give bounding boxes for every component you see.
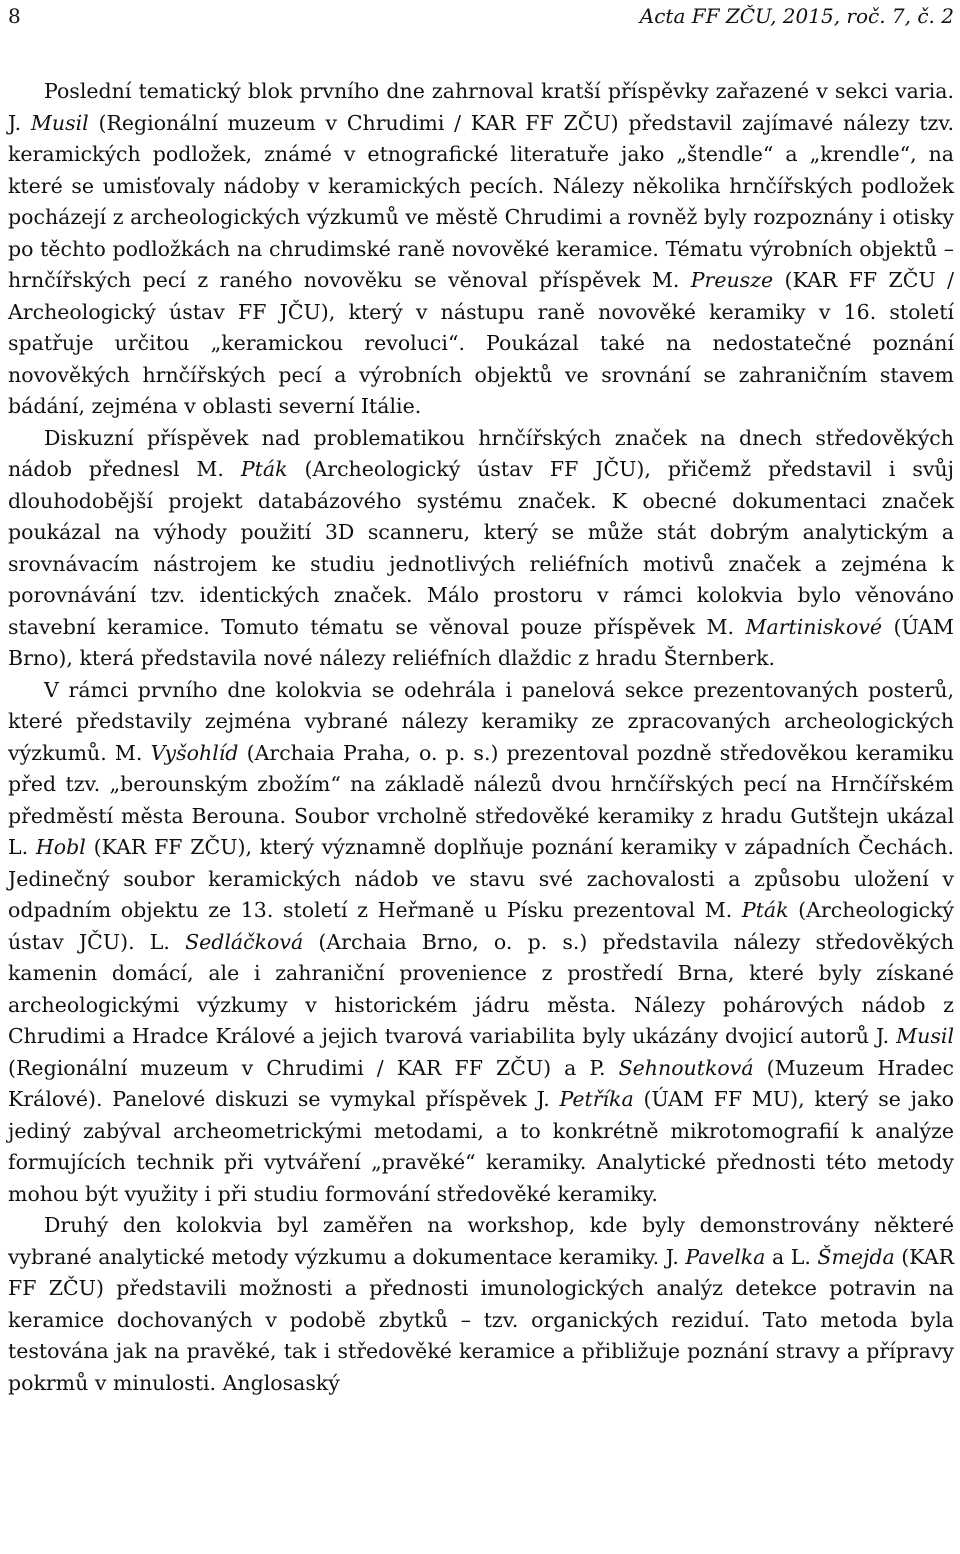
author-name: Preusze xyxy=(690,268,774,292)
text-run: (Regionální muzeum v Chrudimi / KAR FF ZČU) představil zajímavé nálezy tzv. keramických podložek, známé v etnografické literatuře jako „štendle“ a „krendle“, na které se umisťovaly nádoby v keramických pecích. Nálezy několika hrnčířských podložek pocházejí z archeologických výzkumů ve městě Chrudimi a rovněž byly rozpoznány i otisky po těchto podložkách na chrudimské raně novověké keramice. Tématu výrobních objektů – hrnčířských pecí z raného novověku se věnoval příspěvek M. xyxy=(8,110,954,292)
text-run: V rámci prvního dne kolokvia se odehrála i panelová sekce prezentovaných posterů, které představily zejména vybrané nálezy keramiky ze zpracovaných archeologických výzkumů. M. xyxy=(8,677,954,765)
author-name: Martiniskové xyxy=(745,614,883,639)
text-run: a L. xyxy=(765,1244,818,1269)
author-name: Hobl xyxy=(35,835,86,859)
author-name: Sehnoutková xyxy=(618,1055,754,1080)
text-run: Druhý den kolokvia byl zaměřen na workshop, kde byly demonstrovány některé vybrané analytické metody výzkumu a dokumentace keramiky. J. xyxy=(8,1213,954,1269)
text-run: Poslední tematický blok prvního dne zahrnoval kratší příspěvky zařazené v sekci varia. J. xyxy=(8,79,954,135)
paragraph xyxy=(8,423,954,675)
text-run: (ÚAM Brno), která představila nové nálezy reliéfních dlaždic z hradu Šternberk. xyxy=(8,614,954,670)
author-name: Šmejda xyxy=(817,1244,895,1269)
author-name: Musil xyxy=(896,1024,954,1048)
text-run: (Archeologický ústav JČU). L. xyxy=(8,898,954,954)
article-body xyxy=(8,76,954,1399)
text-run: (Archaia Brno, o. p. s.) představila nálezy středověkých kamenin domácí, ale i zahraniční provenience z prostředí Brna, které byly získané archeologickými výzkumy v historickém jádru města. Nálezy pohárových nádob z Chrudimi a Hradce Králové a jejich tvarová variabilita byly ukázány dvojicí autorů J. xyxy=(8,929,955,1048)
author-name: Pták xyxy=(741,898,789,922)
author-name: Petříka xyxy=(559,1087,634,1111)
author-name: Sedláčková xyxy=(185,929,304,954)
text-run: Diskuzní příspěvek nad problematikou hrnčířských značek na dnech středověkých nádob přednesl M. xyxy=(8,425,954,481)
text-run: (KAR FF ZČU) představili možnosti a přednosti imunologických analýz detekce potravin na keramice dochovaných v podobě zbytků – tzv. organických reziduí. Tato metoda byla testována jak na pravěké, tak i středověké keramice a přibližuje poznání stravy a přípravy pokrmů v minulosti. Anglosaský xyxy=(8,1244,955,1395)
author-name: Pavelka xyxy=(685,1244,766,1269)
document-page xyxy=(8,0,954,1399)
text-run: (Regionální muzeum v Chrudimi / KAR FF ZČU) a P. xyxy=(8,1055,619,1080)
journal-title: Acta FF ZČU, 2015, roč. 7, č. 2 xyxy=(639,4,954,28)
text-run: (KAR FF ZČU), který významně doplňuje poznání keramiky v západních Čechách. Jedinečný soubor keramických nádob ve stavu své zachovalosti a způsobu uložení v odpadním objektu ze 13. století z Heřmaně u Písku prezentoval M. xyxy=(8,835,954,922)
paragraph xyxy=(8,1210,954,1399)
text-run: (Archeologický ústav FF JČU), přičemž představil i svůj dlouhodobější projekt databázového systému značek. K obecné dokumentaci značek poukázal na výhody použití 3D scanneru, který se může stát dobrým analytickým a srovnávacím nástrojem ke studiu jednotlivých reliéfních motivů značek a zejména k porovnávání tzv. identických značek. Málo prostoru v rámci kolokvia bylo věnováno stavební keramice. Tomuto tématu se věnoval pouze příspěvek M. xyxy=(8,457,954,639)
paragraph xyxy=(8,675,954,1211)
author-name: Vyšohlíd xyxy=(150,740,239,765)
running-header xyxy=(8,0,954,30)
text-run: (Muzeum Hradec Králové). Panelové diskuzi se vymykal příspěvek J. xyxy=(8,1055,954,1111)
paragraph xyxy=(8,76,954,423)
text-run: (KAR FF ZČU / Archeologický ústav FF JČU), který v nástupu raně novověké keramiky v 16. století spatřuje určitou „keramickou revoluci“. Poukázal také na nedostatečné poznání novověkých hrnčířských pecí a výrobních objektů ve srovnání se zahraničním stavem bádání, zejména v oblasti severní Itálie. xyxy=(8,268,954,418)
author-name: Pták xyxy=(240,457,288,481)
text-run: (Archaia Praha, o. p. s.) prezentoval pozdně středověkou keramiku před tzv. „berounským zbožím“ na základě nálezů dvou hrnčířských pecí na Hrnčířském předměstí města Berouna. Soubor vrcholně středověké keramiky z hradu Gutštejn ukázal L. xyxy=(8,740,954,859)
author-name: Musil xyxy=(30,110,89,135)
text-run: (ÚAM FF MU), který se jako jediný zabýval archeometrickými metodami, a to konkrétně mikrotomografií k analýze formujících technik při vytváření „pravěké“ keramiky. Analytické přednosti této metody mohou být využity i při studiu formování středověké keramiky. xyxy=(8,1087,954,1206)
page-number: 8 xyxy=(8,4,21,28)
